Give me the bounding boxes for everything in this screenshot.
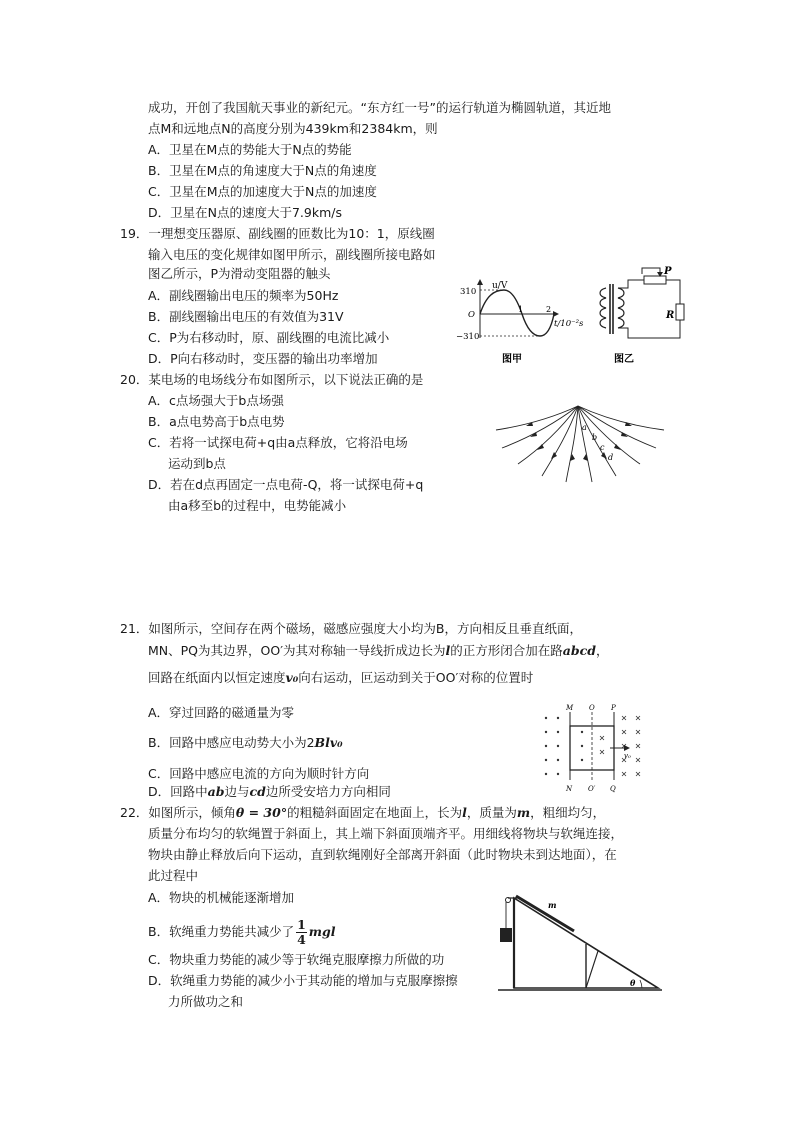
q21-stem-line-2 [148,641,609,662]
q18-stem-line-2: 点M和远地点N的高度分别为439km和2384km，则 [148,121,438,136]
q19-fig-a-ybot: −310 [456,332,480,342]
q21-option-d [148,782,391,803]
q22-stem-line-1-e: ，质量为 [466,805,517,820]
q21-option-d-1: D．回路中 [148,784,208,799]
q21-var-l: l [445,643,451,658]
q22-fig-label-theta: θ [630,978,636,988]
q21-fig-label-o2: O′ [588,785,596,793]
q21-stem-line-2-a: MN、PQ为其边界，OO′为其对称轴一导线折成边长为 [148,643,446,658]
q19-option-c: C．P为右移动时，原、副线圈的电流比减小 [148,330,390,345]
q22-stem-line-1 [120,803,605,824]
q22-var-m: m [516,805,531,820]
q20-figure [492,404,668,484]
q19-fig-a-x1: 1 [518,305,524,314]
q22-option-a: A．物块的机械能逐渐增加 [148,890,295,905]
q21-figure-bottom-labels [562,782,622,794]
q20-fig-label-b: b [592,433,598,442]
q21-var-ab: ab [207,784,225,799]
q22-stem-line-4: 此过程中 [148,868,199,883]
q19-fig-a-xlabel: t/10⁻²s [554,319,584,329]
q19-fig-a-caption: 图甲 [502,354,522,365]
q21-option-d-5: 边所受安培力方向相同 [265,784,391,799]
q21-stem-line-3-c: 向右运动，叵运动到关于OO′对称的位置时 [298,670,534,685]
q18-option-c: C．卫星在M点的加速度大于N点的加速度 [148,184,377,199]
q21-option-c: C．回路中感应电流的方向为顺时针方向 [148,766,370,781]
q21-stem-line-3-a: 回路在纸面内以恒定速度 [148,670,286,685]
q21-option-d-3: 边与 [224,784,250,799]
q19-option-d: D．P向右移动时，变压器的输出功率增加 [148,351,378,366]
q19-figure-a [452,276,592,366]
q19-fig-a-ylabel: u/V [492,281,508,291]
q21-var-v0: v₀ [285,670,299,685]
q21-fig-label-o: O [589,704,595,712]
q21-stem-line-2-e: ， [596,643,609,658]
q19-option-b: B．副线圈输出电压的有效值为31V [148,309,344,324]
q22-fraction-num: 1 [297,917,306,932]
q19-figure-b [596,266,696,370]
q20-option-d-line-1: D．若在d点再固定一点电荷-Q，将一试探电荷+q [148,477,424,492]
q20-option-c-line-2: 运动到b点 [168,456,226,471]
q21-var-abcd: abcd [562,643,596,658]
q22-figure [494,884,666,996]
q21-var-cd: cd [249,784,266,799]
q21-fig-label-p: P [611,704,616,712]
q20-option-d-line-2: 由a移至b的过程中，电势能减小 [168,498,347,513]
q20-fig-label-a: a [582,423,587,432]
q21-option-b [148,733,343,754]
q20-option-c-line-1: C．若将一试探电荷+q由a点释放，它将沿电场 [148,435,408,450]
q22-option-d-line-2: 力所做功之和 [168,994,244,1009]
q21-stem-line-2-c: 的正方形闭合加在路 [450,643,563,658]
q18-stem-line-1: 成功，开创了我国航天事业的新纪元。“东方红一号”的运行轨道为椭圆轨道，其近地 [148,100,611,115]
q19-stem-line-3: 图乙所示，P为滑动变阻器的触头 [148,266,331,281]
q21-option-b-expr: Blv₀ [314,735,343,750]
q19-fig-a-ytop: 310 [460,287,477,297]
q21-option-a: A．穿过回路的磁通量为零 [148,705,295,720]
q22-var-theta: θ = 30° [235,805,288,820]
q19-fig-a-origin: O [468,310,475,320]
q18-option-a: A．卫星在M点的势能大于N点的势能 [148,142,352,157]
q22-option-b-expr: mgl [308,924,336,939]
q22-stem-line-1-c: 的粗糙斜面固定在地面上，长为 [287,805,463,820]
q19-fig-b-p-label: P [664,266,672,277]
q22-fraction [296,918,307,947]
q21-fig-label-v: v₀ [624,752,631,760]
q21-stem-line-3 [148,668,533,689]
q20-option-a: A．c点场强大于b点场强 [148,393,284,408]
q21-fig-label-m: M [566,704,574,712]
q19-option-a: A．副线圈输出电压的频率为50Hz [148,288,339,303]
q19-fig-b-caption: 图乙 [614,354,634,365]
q21-option-b-text: B．回路中感应电动势大小为2 [148,735,315,750]
q22-option-b [148,918,336,947]
q20-stem: 20．某电场的电场线分布如图所示，以下说法正确的是 [120,372,424,387]
q19-fig-a-x2: 2 [546,305,552,314]
q22-option-b-text: B．软绳重力势能共减少了 [148,924,295,939]
q21-stem-line-1: 21．如图所示，空间存在两个磁场，磁感应强度大小均为B，方向相反且垂直纸面， [120,621,582,636]
q19-fig-b-r-label: R [666,310,675,321]
q22-option-d-line-1: D．软绳重力势能的减少小于其动能的增加与克服摩擦擦 [148,973,458,988]
q19-stem-line-2: 输入电压的变化规律如图甲所示，副线圈所接电路如 [148,247,436,262]
q22-stem-line-3: 物块由静止释放后向下运动，直到软绳刚好全部离开斜面（此时物块未到达地面），在 [148,847,617,862]
q22-option-c: C．物块重力势能的减少等于软绳克服摩擦力所做的功 [148,952,445,967]
q22-stem-line-1-a: 22．如图所示，倾角 [120,805,236,820]
q22-stem-line-1-g: ，粗细均匀， [530,805,606,820]
q20-fig-label-d: d [608,453,614,462]
q22-fraction-den: 4 [297,932,306,947]
q21-fig-label-n: N [566,785,573,793]
q20-option-b: B．a点电势高于b点电势 [148,414,285,429]
q18-option-d: D．卫星在N点的速度大于7.9km/s [148,205,342,220]
q22-var-l: l [462,805,467,820]
q21-fig-label-q: Q [610,785,616,793]
q18-option-b: B．卫星在M点的角速度大于N点的角速度 [148,163,377,178]
q19-stem-line-1: 19．一理想变压器原、副线圈的匝数比为10：1，原线圈 [120,226,435,241]
q21-figure [540,704,660,784]
q20-fig-label-c: c [600,443,605,452]
q22-fig-label-m: m [548,900,557,910]
q22-stem-line-2: 质量分布均匀的软绳置于斜面上，其上端下斜面顶端齐平。用细线将物块与软绳连接， [148,826,624,841]
